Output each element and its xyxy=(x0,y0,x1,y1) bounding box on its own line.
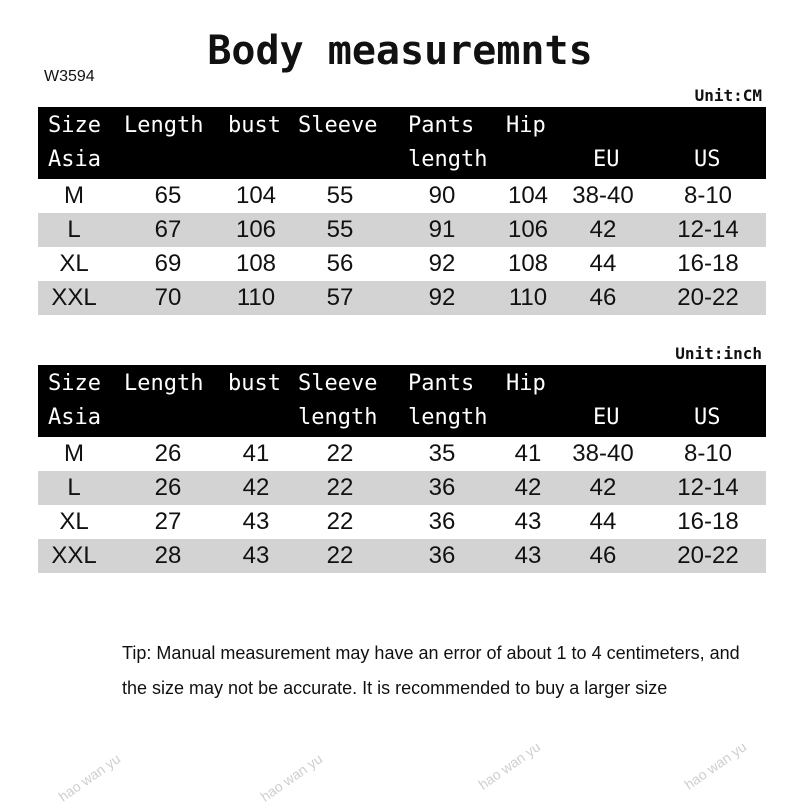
table-cell: 41 xyxy=(242,440,270,467)
table-row xyxy=(38,281,766,315)
table-cell: 108 xyxy=(507,250,549,277)
table-cell: 70 xyxy=(154,284,182,311)
table-cell: 12-14 xyxy=(677,474,739,501)
table-cell: 57 xyxy=(326,284,354,311)
table-cell: XXL xyxy=(51,542,97,569)
table-cell: 110 xyxy=(236,284,276,311)
header-cell: Length xyxy=(124,113,204,138)
table-cell: 16-18 xyxy=(677,508,739,535)
table-cell: 92 xyxy=(428,284,456,311)
table-cell: 35 xyxy=(428,440,456,467)
header-cell: US xyxy=(694,147,721,172)
table-cell: 65 xyxy=(154,182,182,209)
table-cell: 106 xyxy=(507,216,549,243)
header-cell: Length xyxy=(124,371,204,396)
table-cell: 28 xyxy=(154,542,182,569)
header-cell: Hip xyxy=(506,113,546,138)
table-header xyxy=(38,107,766,179)
header-cell: Asia xyxy=(48,147,101,172)
table-cell: 12-14 xyxy=(677,216,739,243)
table-cell: M xyxy=(64,440,84,467)
table-cell: 42 xyxy=(589,474,617,501)
table-cell: XXL xyxy=(51,284,97,311)
header-cell: Sleeve xyxy=(298,113,378,138)
table-cell: 42 xyxy=(589,216,617,243)
page-title: Body measuremnts xyxy=(207,28,593,74)
table-cell: 38-40 xyxy=(572,440,634,467)
table-cell: M xyxy=(64,182,84,209)
table-cell: 46 xyxy=(589,284,617,311)
table-cell: 20-22 xyxy=(677,542,739,569)
table-row xyxy=(38,213,766,247)
table-cell: 43 xyxy=(242,508,270,535)
table-row xyxy=(38,179,766,213)
size-table-inch xyxy=(38,365,766,573)
table-cell: 27 xyxy=(154,508,182,535)
table-header xyxy=(38,365,766,437)
table-cell: 92 xyxy=(428,250,456,277)
table-cell: 56 xyxy=(326,250,354,277)
table-cell: L xyxy=(67,474,81,501)
unit-label-cm: Unit:CM xyxy=(694,86,762,105)
table-cell: 43 xyxy=(514,508,542,535)
table-cell: 20-22 xyxy=(677,284,739,311)
table-cell: 22 xyxy=(326,542,354,569)
table-cell: 38-40 xyxy=(572,182,634,209)
table-cell: XL xyxy=(59,250,89,277)
header-cell: EU xyxy=(593,405,620,430)
table-row xyxy=(38,437,766,471)
header-cell: length xyxy=(408,405,488,430)
table-cell: 16-18 xyxy=(677,250,739,277)
table-cell: 22 xyxy=(326,474,354,501)
table-cell: 67 xyxy=(154,216,182,243)
table-cell: 91 xyxy=(428,216,456,243)
table-cell: 69 xyxy=(154,250,182,277)
table-cell: 44 xyxy=(589,250,617,277)
table-cell: XL xyxy=(59,508,89,535)
header-cell: Pants xyxy=(408,371,475,396)
table-cell: 104 xyxy=(235,182,277,209)
watermark-text: hao wan yu xyxy=(475,738,544,793)
table-cell: 8-10 xyxy=(683,182,733,209)
header-cell: Hip xyxy=(506,371,546,396)
table-row xyxy=(38,471,766,505)
table-cell: 42 xyxy=(242,474,270,501)
header-cell: Size xyxy=(48,113,101,138)
watermark-text: hao wan yu xyxy=(55,750,124,805)
watermark-text: hao wan yu xyxy=(257,750,326,805)
header-cell: EU xyxy=(593,147,620,172)
header-cell: US xyxy=(694,405,721,430)
measurement-tip: Tip: Manual measurement may have an error of about 1 to 4 centimeters, and the size may not be accurate. It is recommended to buy a larger size xyxy=(122,643,740,698)
table-cell: 36 xyxy=(428,508,456,535)
header-cell: bust xyxy=(228,113,281,138)
table-cell: 43 xyxy=(242,542,270,569)
table-cell: 36 xyxy=(428,474,456,501)
header-cell: Size xyxy=(48,371,101,396)
size-table-cm xyxy=(38,107,766,315)
table-cell: 44 xyxy=(589,508,617,535)
table-cell: 104 xyxy=(507,182,549,209)
table-row xyxy=(38,505,766,539)
table-cell: 26 xyxy=(154,474,182,501)
table-cell: 22 xyxy=(326,440,354,467)
table-cell: 43 xyxy=(514,542,542,569)
header-cell: bust xyxy=(228,371,281,396)
table-cell: 46 xyxy=(589,542,617,569)
table-cell: 110 xyxy=(508,284,548,311)
table-cell: 22 xyxy=(326,508,354,535)
table-cell: 26 xyxy=(154,440,182,467)
header-cell: Sleeve xyxy=(298,371,378,396)
table-cell: 42 xyxy=(514,474,542,501)
product-code: W3594 xyxy=(44,68,95,85)
table-cell: 108 xyxy=(235,250,277,277)
unit-label-inch: Unit:inch xyxy=(675,344,762,363)
table-cell: 55 xyxy=(326,182,354,209)
table-cell: 106 xyxy=(235,216,277,243)
table-cell: 90 xyxy=(428,182,456,209)
table-cell: 36 xyxy=(428,542,456,569)
table-row xyxy=(38,247,766,281)
table-cell: 55 xyxy=(326,216,354,243)
table-cell: 8-10 xyxy=(683,440,733,467)
header-cell: Pants xyxy=(408,113,475,138)
header-cell: length xyxy=(408,147,488,172)
table-cell: 41 xyxy=(514,440,542,467)
watermark-text: hao wan yu xyxy=(681,738,750,793)
table-cell: L xyxy=(67,216,81,243)
header-cell: length xyxy=(298,405,378,430)
header-cell: Asia xyxy=(48,405,101,430)
table-row xyxy=(38,539,766,573)
